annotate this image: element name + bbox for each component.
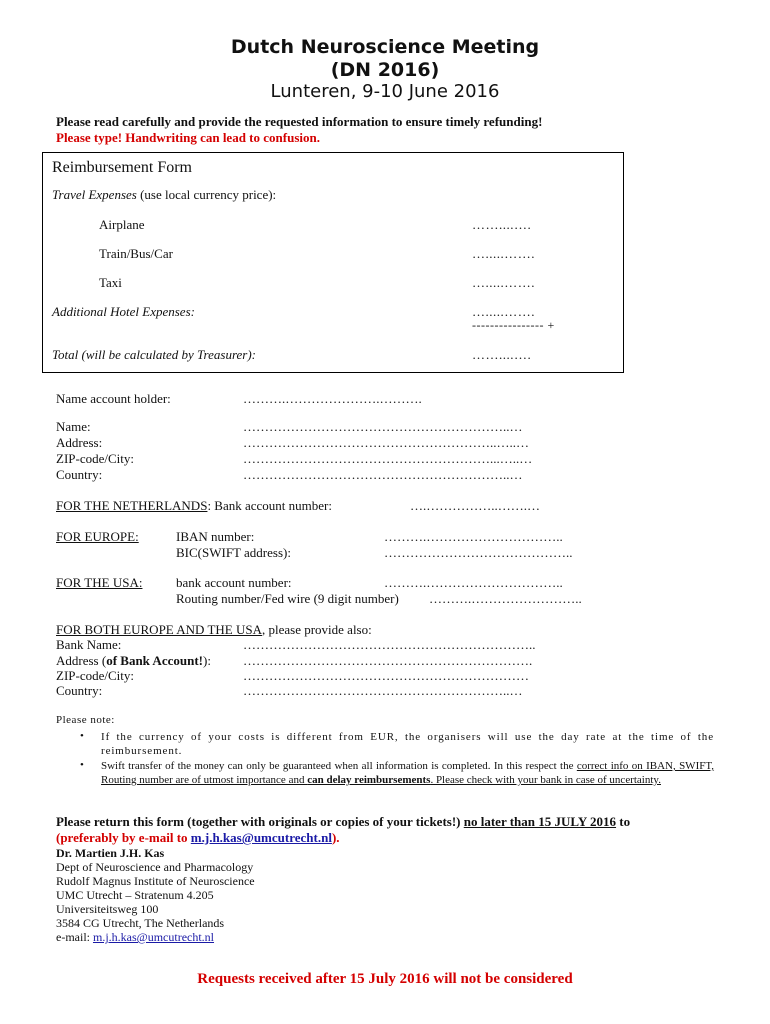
airplane-label: Airplane: [99, 217, 145, 232]
bullet-icon: •: [80, 730, 84, 742]
contact-dept: Dept of Neuroscience and Pharmacology: [56, 860, 254, 874]
train-bus-car-amount-field[interactable]: ….....…….: [472, 246, 535, 261]
bic-field[interactable]: ……………………………………..: [384, 545, 573, 560]
travel-expenses-label: Travel Expenses: [52, 187, 137, 202]
usa-account-label: bank account number:: [176, 575, 292, 590]
name-field[interactable]: ……………………………………………………..…: [243, 419, 523, 434]
note-swift-check: . Please check with your bank in case of uncertainty.: [430, 774, 661, 786]
netherlands-account-label: : Bank account number:: [207, 498, 332, 513]
name-label: Name:: [56, 419, 91, 434]
address-label: Address:: [56, 435, 103, 450]
usa-heading: FOR THE USA:: [56, 575, 143, 590]
iban-label: IBAN number:: [176, 529, 255, 544]
sum-line: ---------------- +: [472, 318, 555, 332]
contact-email-link[interactable]: m.j.h.kas@umcutrecht.nl: [92, 930, 215, 944]
account-holder-field[interactable]: ……….………………….……….: [243, 391, 422, 406]
intro-warning: Please type! Handwriting can lead to confusion.: [56, 130, 320, 145]
bank-address-label-pre: Address (: [56, 653, 107, 668]
deadline-notice: Requests received after 15 July 2016 will not be considered: [197, 971, 573, 987]
contact-name: Dr. Martien J.H. Kas: [56, 846, 165, 860]
bank-country-field[interactable]: ……………………………………………………..…: [243, 683, 523, 698]
bank-address-label: [56, 653, 211, 669]
bank-zip-city-label: ZIP-code/City:: [56, 668, 134, 683]
taxi-amount-field[interactable]: ….....…….: [472, 275, 535, 290]
netherlands-bank-label: [56, 498, 332, 514]
return-preference: (preferably by e-mail to: [56, 830, 191, 845]
location-date: Lunteren, 9-10 June 2016: [270, 81, 500, 102]
return-text: Please return this form (together with originals or copies of your tickets!): [56, 814, 464, 829]
note-swift-underlined: correct info on IBAN, SWIFT, Routing number are of utmost importance and: [101, 760, 715, 786]
hotel-expenses-amount-field[interactable]: ….....…….: [472, 304, 535, 319]
airplane-amount-field[interactable]: ……....….: [472, 217, 532, 232]
bank-address-label-bold: of Bank Account!: [106, 653, 203, 668]
netherlands-account-field[interactable]: ….……………..…….…: [410, 498, 540, 513]
both-europe-usa-heading: [56, 622, 372, 638]
note-swift-transfer: [101, 759, 714, 787]
taxi-label: Taxi: [99, 275, 122, 290]
zip-city-label: ZIP-code/City:: [56, 451, 134, 466]
both-heading-label: FOR BOTH EUROPE AND THE USA: [56, 622, 262, 637]
return-deadline: no later than 15 JULY 2016: [463, 814, 617, 829]
form-title: Reimbursement Form: [52, 159, 192, 176]
bank-country-label: Country:: [56, 683, 103, 698]
note-swift-text: Swift transfer of the money can only be guaranteed when all information is completed. In this respect the: [101, 760, 577, 772]
contact-street: Universiteitsweg 100: [56, 902, 159, 916]
iban-field[interactable]: ……….…………………………..: [384, 529, 563, 544]
bank-zip-city-field[interactable]: …………………………………………………………: [243, 668, 529, 683]
contact-email-line: [56, 930, 214, 945]
netherlands-heading: FOR THE NETHERLANDS: [56, 498, 208, 513]
zip-city-field[interactable]: …………………………………………………...…..…: [243, 451, 533, 466]
contact-institute: Rudolf Magnus Institute of Neuroscience: [56, 874, 255, 888]
travel-expenses-heading: [52, 187, 276, 203]
bic-label: BIC(SWIFT address):: [176, 545, 291, 560]
bank-address-label-post: ):: [202, 653, 211, 668]
bank-address-field[interactable]: ………………………………………………………….: [243, 653, 533, 668]
routing-number-label: Routing number/Fed wire (9 digit number): [176, 591, 399, 606]
return-email-link[interactable]: m.j.h.kas@umcutrecht.nl: [190, 830, 332, 845]
intro-instruction: Please read carefully and provide the requested information to ensure timely refunding!: [56, 114, 543, 129]
account-holder-label: Name account holder:: [56, 391, 171, 406]
europe-heading: FOR EUROPE:: [56, 529, 139, 544]
usa-account-field[interactable]: ……….…………………………..: [384, 575, 563, 590]
document-subtitle: (DN 2016): [330, 59, 440, 81]
country-field[interactable]: ……………………………………………………..…: [243, 467, 523, 482]
address-field[interactable]: …………………………………………………..…..…: [243, 435, 529, 450]
routing-number-field[interactable]: ……….……………………..: [429, 591, 582, 606]
country-label: Country:: [56, 467, 103, 482]
reimbursement-form-box: [42, 152, 624, 373]
train-bus-car-label: Train/Bus/Car: [99, 246, 173, 261]
both-heading-note: , please provide also:: [261, 622, 372, 637]
travel-expenses-note: (use local currency price):: [136, 187, 277, 202]
total-amount-field: ……....….: [472, 347, 532, 362]
contact-umc: UMC Utrecht – Stratenum 4.205: [56, 888, 214, 902]
note-swift-bold: can delay reimbursements: [307, 774, 431, 786]
hotel-expenses-label: Additional Hotel Expenses:: [52, 304, 195, 319]
return-preference-end: ).: [331, 830, 340, 845]
contact-city: 3584 CG Utrecht, The Netherlands: [56, 916, 225, 930]
return-to: to: [616, 814, 631, 829]
contact-email-label: e-mail:: [56, 930, 93, 944]
document-title: Dutch Neuroscience Meeting: [230, 36, 540, 58]
bank-name-field[interactable]: …………………………………………………………..: [243, 637, 536, 652]
please-note-heading: Please note:: [56, 714, 115, 726]
note-currency: If the currency of your costs is different from EUR, the organisers will use the day rate at the time of the reimbursement.: [101, 731, 714, 757]
total-label: Total (will be calculated by Treasurer):: [52, 347, 257, 362]
bullet-icon: •: [80, 759, 84, 771]
bank-name-label: Bank Name:: [56, 637, 122, 652]
return-instructions: [56, 814, 716, 846]
